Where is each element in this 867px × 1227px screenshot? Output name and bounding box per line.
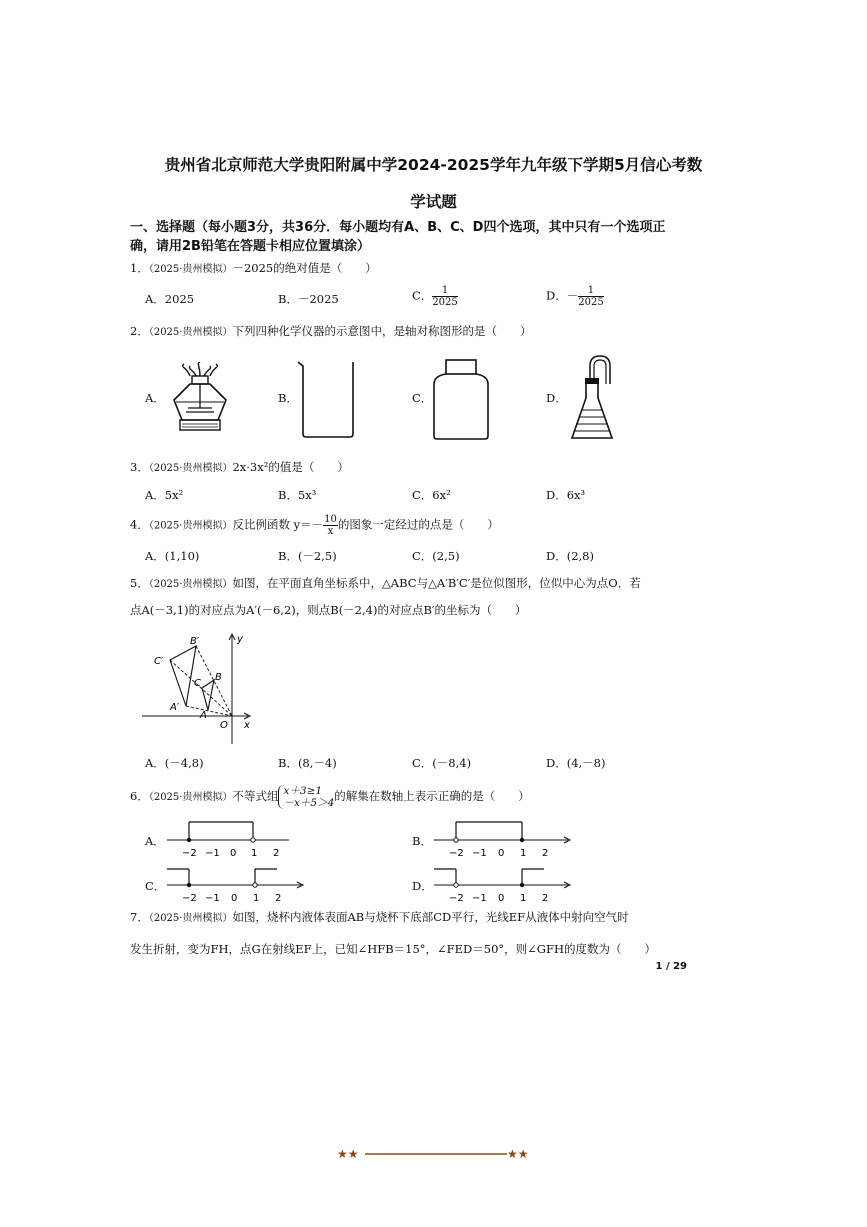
q1-option-a: A．2025 bbox=[145, 292, 195, 306]
q1-option-d: D．－ $\frac{1}{2025}$ bbox=[546, 285, 604, 308]
conical-flask-figure bbox=[568, 354, 640, 444]
tick-d-m1: −1 bbox=[472, 893, 487, 904]
tick-a-m2: −2 bbox=[182, 848, 197, 859]
label-x-axis: x bbox=[244, 720, 250, 731]
question-6: 6．（2025·贵州模拟）不等式组 x＋3≥1 －x＋5＞4 的解集在数轴上表示正确的是（ ） bbox=[130, 785, 530, 809]
q4-option-d: D．(2,8) bbox=[546, 549, 594, 563]
q6-number-line-d bbox=[432, 861, 577, 905]
q6-option-c-label: C． bbox=[145, 879, 166, 893]
label-origin: O bbox=[220, 720, 228, 731]
label-y-axis: y bbox=[237, 634, 243, 645]
label-c: C bbox=[194, 678, 201, 689]
section-heading: 一、选择题（每小题3分，共36分．每小题均有A、B、C、D四个选项，其中只有一个选项正确，请用2B铅笔在答题卡相应位置填涂） bbox=[130, 220, 666, 254]
q4-option-a: A．(1,10) bbox=[145, 549, 200, 563]
q5-option-a: A．(－4,8) bbox=[145, 756, 204, 770]
similar-triangles-figure bbox=[140, 630, 260, 748]
tick-a-1: 1 bbox=[251, 848, 258, 859]
q3-option-c: C．6x² bbox=[412, 488, 451, 502]
tick-b-2: 2 bbox=[542, 848, 549, 859]
q6-a-ticks bbox=[182, 848, 279, 859]
tick-c-m1: −1 bbox=[205, 893, 220, 904]
question-7-line2: 发生折射，变为FH，点G在射线EF上，已知∠HFB＝15°，∠FED＝50°，则∠GFH的度数为（ ） bbox=[130, 942, 656, 956]
label-a-prime: A′ bbox=[170, 702, 180, 713]
page-number: 1 / 29 bbox=[655, 961, 687, 972]
tick-d-0: 0 bbox=[498, 893, 505, 904]
q2-option-b: B． bbox=[278, 391, 298, 405]
q3-option-a: A．5x² bbox=[145, 488, 184, 502]
q6-option-a-label: A． bbox=[145, 834, 165, 848]
q2-option-a: A． bbox=[145, 391, 165, 405]
question-1: 1．（2025·贵州模拟）－2025的绝对值是（ ） bbox=[130, 261, 377, 275]
q1-option-b: B．－2025 bbox=[278, 292, 339, 306]
question-7-line1: 7．（2025·贵州模拟）如图，烧杯内液体表面AB与烧杯下底部CD平行，光线EF从液体中射向空气时 bbox=[130, 910, 629, 924]
label-b-prime: B′ bbox=[190, 636, 200, 647]
label-b: B bbox=[215, 672, 222, 683]
tick-a-0: 0 bbox=[230, 848, 237, 859]
q3-option-d: D．6x³ bbox=[546, 488, 586, 502]
question-4: 4．（2025·贵州模拟）反比例函数 y＝－ $\frac{10}{x}$ 的图象一定经过的点是（ ） bbox=[130, 514, 499, 537]
question-2: 2．（2025·贵州模拟）下列四种化学仪器的示意图中，是轴对称图形的是（ ） bbox=[130, 324, 532, 338]
q5-option-d: D．(4,－8) bbox=[546, 756, 606, 770]
q2-option-c: C． bbox=[412, 391, 433, 405]
footer-ornament bbox=[335, 1144, 535, 1164]
reagent-bottle-figure bbox=[430, 358, 492, 442]
tick-a-m1: −1 bbox=[205, 848, 220, 859]
tick-b-m2: −2 bbox=[449, 848, 464, 859]
exam-title-line2: 学试题 bbox=[410, 193, 457, 211]
q3-option-b: B．5x³ bbox=[278, 488, 317, 502]
question-5-line2: 点A(－3,1)的对应点为A′(－6,2)，则点B(－2,4)的对应点B′的坐标为（ ） bbox=[130, 603, 527, 617]
tick-b-1: 1 bbox=[520, 848, 527, 859]
exam-title-line1: 贵州省北京师范大学贵阳附属中学2024-2025学年九年级下学期5月信心考数 bbox=[164, 156, 703, 174]
q5-option-b: B．(8,－4) bbox=[278, 756, 337, 770]
q5-option-c: C．(－8,4) bbox=[412, 756, 472, 770]
q6-number-line-b bbox=[432, 816, 577, 860]
tick-d-m2: −2 bbox=[449, 893, 464, 904]
footer-star-right-icon: ★★ bbox=[507, 1147, 529, 1161]
q6-number-line-a bbox=[165, 816, 295, 860]
tick-c-m2: −2 bbox=[182, 893, 197, 904]
label-c-prime: C′ bbox=[154, 656, 164, 667]
tick-d-1: 1 bbox=[520, 893, 527, 904]
tick-d-2: 2 bbox=[542, 893, 549, 904]
tick-c-1: 1 bbox=[253, 893, 260, 904]
alcohol-lamp-figure bbox=[166, 362, 234, 438]
question-5-line1: 5．（2025·贵州模拟）如图，在平面直角坐标系中，△ABC与△A′B′C′是位似图形，位似中心为点O．若 bbox=[130, 576, 641, 590]
q4-option-b: B．(－2,5) bbox=[278, 549, 337, 563]
q2-option-d: D． bbox=[546, 391, 567, 405]
q4-option-c: C．(2,5) bbox=[412, 549, 460, 563]
tick-c-2: 2 bbox=[275, 893, 282, 904]
question-3: 3．（2025·贵州模拟）2x·3x²的值是（ ） bbox=[130, 460, 349, 474]
tick-b-m1: −1 bbox=[472, 848, 487, 859]
footer-star-left-icon: ★★ bbox=[337, 1147, 359, 1161]
q6-number-line-c bbox=[165, 861, 310, 905]
tick-c-0: 0 bbox=[231, 893, 238, 904]
q1-option-c: C． $\frac{1}{2025}$ bbox=[412, 285, 458, 308]
tick-a-2: 2 bbox=[273, 848, 280, 859]
tick-b-0: 0 bbox=[498, 848, 505, 859]
q6-option-d-label: D． bbox=[412, 879, 433, 893]
label-a: A bbox=[200, 710, 207, 721]
beaker-figure bbox=[295, 360, 363, 440]
q6-option-b-label: B． bbox=[412, 834, 432, 848]
